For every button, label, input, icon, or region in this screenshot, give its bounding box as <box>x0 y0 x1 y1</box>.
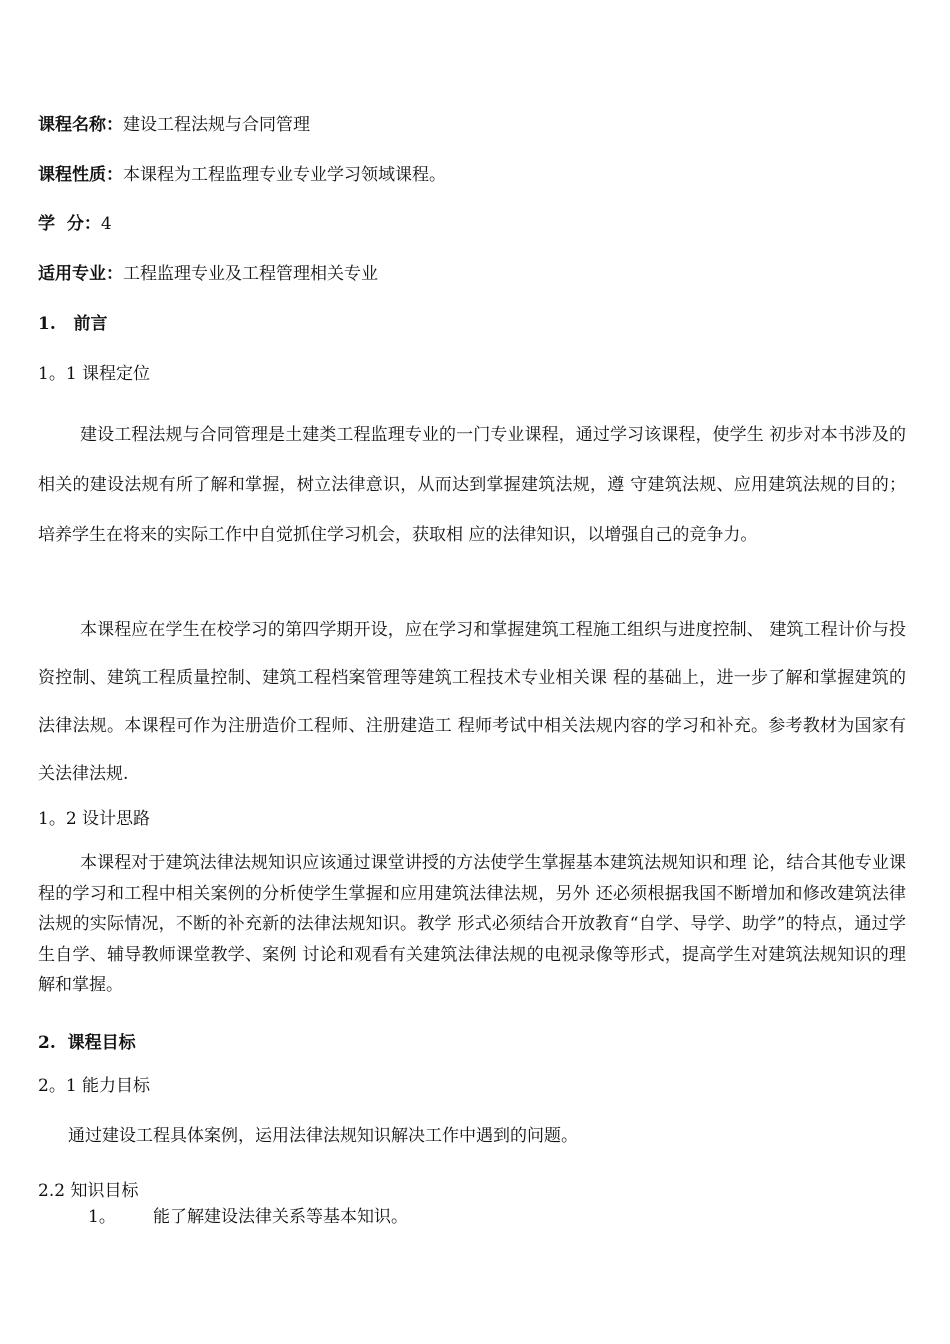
section-1-1-heading: 1。1 课程定位 <box>38 364 151 384</box>
course-credit-row <box>38 214 112 234</box>
course-name-label: 课程名称： <box>38 115 123 135</box>
knowledge-goal-item <box>88 1207 408 1227</box>
section-1-heading: 1. 前言 <box>38 314 108 334</box>
course-nature-row <box>38 165 446 185</box>
course-major-value: 工程监理专业及工程管理相关专业 <box>123 264 378 284</box>
list-item-text: 能了解建设法律关系等基本知识。 <box>153 1207 408 1227</box>
section-2-1-text: 通过建设工程具体案例，运用法律法规知识解决工作中遇到的问题。 <box>68 1126 578 1146</box>
course-name-value: 建设工程法规与合同管理 <box>123 115 310 135</box>
list-item-number: 1。 <box>88 1207 116 1227</box>
section-1-1-paragraph-1: 建设工程法规与合同管理是土建类工程监理专业的一门专业课程，通过学习该课程，使学生 初步对本书涉及的相关的建设法规有所了解和掌握，树立法律意识，从而达到掌握建筑法规，遵 守建筑法规、应用建筑法规的目的；培养学生在将来的实际工作中自觉抓住学习机会，获取相 应的法律知识，以增强自己的竞争力。 <box>38 425 906 545</box>
course-major-label: 适用专业： <box>38 264 123 284</box>
course-credit-label: 学 分： <box>38 214 101 234</box>
section-2-2-heading: 2.2 知识目标 <box>38 1181 139 1201</box>
section-2-heading: 2. 课程目标 <box>38 1033 136 1053</box>
section-2-1-heading: 2。1 能力目标 <box>38 1076 151 1096</box>
course-name-row <box>38 115 310 135</box>
course-nature-label: 课程性质： <box>38 165 123 185</box>
section-1-2-paragraph: 本课程对于建筑法律法规知识应该通过课堂讲授的方法使学生掌握基本建筑法规知识和理 论，结合其他专业课程的学习和工程中相关案例的分析使学生掌握和应用建筑法律法规，另外 还必须根据我国不断增加和修改建筑法律法规的实际情况，不断的补充新的法律法规知识。教学 形式必须结合开放教育“自学、导学、助学”的特点，通过学生自学、辅导教师课堂教学、案例 讨论和观看有关建筑法律法规的电视录像等形式，提高学生对建筑法规知识的理解和掌握。 <box>38 853 906 995</box>
course-major-row <box>38 264 378 284</box>
section-1-1-paragraph-2: 本课程应在学生在校学习的第四学期开设，应在学习和掌握建筑工程施工组织与进度控制、 建筑工程计价与投资控制、建筑工程质量控制、建筑工程档案管理等建筑工程技术专业相关课 程的基础上，进一步了解和掌握建筑的法律法规。本课程可作为注册造价工程师、注册建造工 程师考试中相关法规内容的学习和补充。参考教材为国家有关法律法规. <box>38 620 906 784</box>
section-1-2-heading: 1。2 设计思路 <box>38 809 151 829</box>
course-nature-value: 本课程为工程监理专业专业学习领域课程。 <box>123 165 446 185</box>
course-credit-value: 4 <box>100 214 112 234</box>
